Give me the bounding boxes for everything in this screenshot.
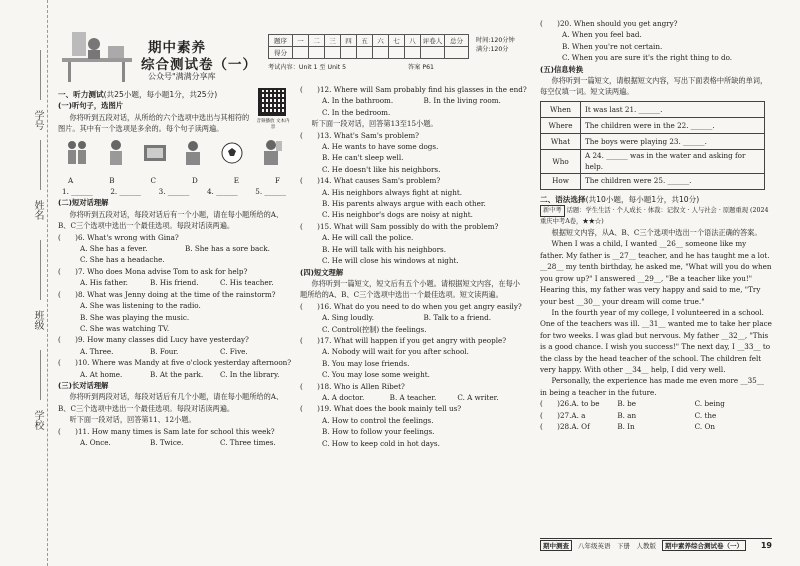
column-1: 一、听力测试(共25小题，每小题1分，共25分) (一)听句子，选图片 你将听到五段对话，从所给的六个选项中选出与其相符的图片。其中有一个选项是多余的。每个句子读两遍。 A B C D E F 1. ______ 2. ______ 3. ______ 4. ______ 5. ______ (二)短对话理解 你将听到五段对话，每段对话后有一个小题，请在每小题所给的A、B、C三个选项中选出一个最佳选项。每段对话读两遍。 ( )6. What's wrong with Gina? A. She has a fever. B. She has a sore back. C. She has a headache. ( )7. Who does Mona advise Tom to ask for help? A. His father. B. His friend. C. His teacher. ( )8. What was Jenny doing at the time of the rainstorm? A. She was listening to the radio. B. She was playing the music. C. She was watching TV. ( )9. How many classes did Lucy have yesterday? A. Three. B. Four. C. Five. ( )10. Where was Mandy at five o'clock yesterday afternoon? A. At home. B. At the park. C. In the library. (三)长对话理解 你将听到两段对话，每段对话后有几个小题，请在每小题所给的A、B、C三个选项中选出一个最佳选项。每段对话读两遍。 听下面一段对话，回答第11、12小题。 ( )11. How many times is Sam late for school this week? A. Once. B. Twice. C. Three times. (58, 90, 292, 447)
question-7[interactable]: ( )7. Who does Mona advise Tom to ask for help? (58, 266, 248, 276)
info-table-row: What The boys were playing 23. ______. (541, 133, 765, 149)
question-19[interactable]: ( )19. What does the book mainly tell us? (300, 404, 462, 414)
page-number: 19 (760, 541, 772, 550)
question-10[interactable]: ( )10. Where was Mandy at five o'clock yesterday afternoon? (58, 358, 292, 368)
part1-title: 一、听力测试(共25小题，每小题1分，共25分) (58, 90, 218, 99)
picture-labels: A B C D E F (68, 175, 280, 185)
section-c-title: (三)长对话理解 (58, 380, 109, 390)
passage-tags: 新中考 话题：学生生活 · 个人成长 · 体裁：记叙文 · 人与社会 · 原题重现 (2024 重庆中考A卷，★★☆) (540, 207, 769, 226)
question-20[interactable]: ( )20. When should you get angry? (540, 19, 678, 28)
score-header-cell: 三 (325, 35, 341, 47)
section-a-title: (一)听句子，选图片 (58, 101, 124, 111)
exam-scope: 考试内容：Unit 1 至 Unit 5 答案 P61 (268, 64, 434, 71)
score-cell[interactable] (421, 47, 445, 59)
score-cell[interactable] (357, 47, 373, 59)
section-b-instructions: 你将听到五段对话，每段对话后有一个小题，请在每小题所给的A、B、C三个选项中选出一个最佳选项。每段对话读两遍。 (58, 209, 284, 231)
desk-illustration-icon (58, 30, 138, 85)
score-cell[interactable] (405, 47, 421, 59)
question-13[interactable]: ( )13. What's Sam's problem? (300, 130, 419, 140)
score-table: 题序 一 二 三 四 五 六 七 八 评卷人 总分 得分 (268, 34, 469, 59)
subtitle: 公众号"满满分享库 (148, 72, 216, 81)
exam-time: 时间:120分钟 满分:120分 (476, 37, 515, 53)
tv-picture-icon (142, 137, 168, 169)
child-picture-icon (103, 137, 129, 169)
section-e-instructions: 你将听到一篇短文，请根据短文内容，写出下面表格中所缺的单词，每空仅填一词。短文读两遍。 (540, 76, 768, 97)
exam-header (58, 30, 518, 85)
answer-page: 答案 P61 (408, 64, 434, 71)
answer-blanks-1-5[interactable]: 1. ______ 2. ______ 3. ______ 4. ______ 5. ______ (62, 187, 286, 197)
students-picture-icon (64, 137, 90, 169)
score-header-cell: 五 (357, 35, 373, 47)
score-header-cell: 六 (373, 35, 389, 47)
part2-instructions: 根据短文内容，从A、B、C三个选项中选出一个语法正确的答案。 (551, 228, 762, 238)
info-table-row: Where The children were in the 22. ______. (541, 117, 765, 133)
score-cell[interactable] (341, 47, 357, 59)
info-table-row: Who A 24. ______ was in the water and asking for help. (541, 149, 765, 173)
score-header-cell: 一 (293, 35, 309, 47)
name-label: 姓名 (32, 200, 43, 220)
score-header-cell: 八 (405, 35, 421, 47)
part2-title: 二、语法选择(共10小题，每小题1分，共10分) (540, 194, 700, 204)
section-d-title: (四)短文理解 (300, 267, 344, 277)
question-15[interactable]: ( )15. What will Sam possibly do with the problem? (300, 221, 499, 231)
question-18[interactable]: ( )18. Who is Allen Ribet? (300, 381, 405, 391)
picture-options (58, 135, 290, 175)
score-cell[interactable] (309, 47, 325, 59)
score-header-cell: 题序 (269, 35, 293, 47)
question-16[interactable]: ( )16. What do you need to do when you get angry easily? (300, 301, 522, 311)
section-a-instructions: 你将听到五段对话，从所给的六个选项中选出与其相符的图片。其中有一个选项是多余的。每个句子读两遍。 (58, 112, 250, 134)
score-header-cell: 评卷人 (421, 35, 445, 47)
question-26[interactable]: ( )26.A. to be B. be C. being (540, 399, 725, 409)
school-label: 学校 (32, 410, 43, 430)
teacher-picture-icon (258, 137, 284, 169)
sick-person-picture-icon (180, 137, 206, 169)
score-cell[interactable] (325, 47, 341, 59)
section-e-title: (五)信息转换 (540, 64, 584, 74)
class-label: 班级 (32, 310, 43, 330)
question-6[interactable]: ( )6. What's wrong with Gina? (58, 232, 179, 242)
title-line1: 期中素养 (148, 40, 206, 56)
score-header-cell: 二 (309, 35, 325, 47)
score-header-cell: 总分 (445, 35, 469, 47)
student-id-label: 学号 (32, 110, 43, 130)
score-cell[interactable] (373, 47, 389, 59)
question-28[interactable]: ( )28.A. Of B. In C. On (540, 421, 715, 431)
info-table-row: How The children were 25. ______. (541, 173, 765, 189)
question-8[interactable]: ( )8. What was Jenny doing at the time of the rainstorm? (58, 289, 276, 299)
score-header-cell: 四 (341, 35, 357, 47)
title-banner (58, 30, 263, 85)
question-12[interactable]: ( )12. Where will Sam probably find his glasses in the end? (300, 85, 527, 94)
score-header-cell: 七 (389, 35, 405, 47)
info-table-row: When It was last 21. ______. (541, 101, 765, 117)
exam-page: 学号 姓名 班级 学校 期中素养 综合测试卷（一） 公众号"满满分享库 题序 一 二 三 四 五 六 七 八 评卷人 总分 得分 时间:120分钟 满分:120分 考试内容：Unit 1 至 Unit 5 答案 P61 一、听力测试(共25小题，每小题1分，共25分) (一)听句子，选图片 你将听到五段对话，从所给的六个选项中选出与其相符的图片。其中有一个选项是多余的。每个句子读两遍。 A B C D E F 1. ______ 2. ______ 3. ______ 4. ______ 5. ______ (二)短对话理解 你将听到五段对话，每段对话后有一个小题，请在每小题所给的A、B、C三个选项中选出一个最佳选项。每段对话读两遍。 ( )6. What's wrong with Gina? A. She has a fever. B. She has a sore back. C. She has a headache. ( )7. Who does Mona advise Tom to ask for help? A. His father. B. His friend. C. His teacher. ( )8. What was Jenny doing at the time of the rainstorm? A. She was listening to the radio. B. She was playing the music. C. She was watching TV. ( )9. How many classes did Lucy have yesterday? A. Three. B. Four. C. Five. ( )10. Where was Mandy at five o'clock yesterday afternoon? A. At home. B. At the park. C. In the library. (三)长对话理解 你将听到两段对话，每段对话后有几个小题，请在每小题所给的A、B、C三个选项中选出一个最佳选项。每段对话读两遍。 听下面一段对话，回答第11、12小题。 ( )11. How many times is Sam late for school this week? A. Once. B. Twice. C. Three times. 音频播放 文本内容 ( )12. Where will Sam probably find his glasses in the end? A. In the bathroom. B. In the living room. C. In the bedroom. 听下面一段对话，回答第13至15小题。 ( )13. What's Sam's problem? A. He wants to have some dogs. B. He can't sleep well. C. He doesn't like his neighbors. ( )14. What causes Sam's problem? A. His neighbors always fight at night. B. His parents always argue with each other. C. His neighbor's dogs are noisy at night. ( )15. What will Sam possibly do with the problem? A. He will call the police. B. He will talk with his neighbors. C. He will close his windows at night. (四)短文理解 你将听到一篇短文，短文后有五个小题。请根据短文内容，在每小题所给的A、B、C三个选项中选出一个最佳选项。短文读两遍。 ( )16. What do you need to do when you get angry easily? A. Sing loudly. B. Talk to a friend. C. Control(控制) the feelings. ( )17. What will happen if you get angry with people? A. Nobody will wait for you after school. B. You may lose friends. C. You may lose some weight. ( )18. Who is Allen Ribet? A. A doctor. B. A teacher. C. A writer. ( )19. What does the book mainly tell us? A. How to control the feelings. B. How to follow your feelings. C. How to keep cold in hot days. ( )20. When should you get angry? A. When you feel bad. B. When you're not certain. C. When you are sure it's the right thing to do. (五)信息转换 你将听到一篇短文，请根据短文内容，写出下面表格中所缺的单词，每空仅填一词。短文读两遍。 When It was last 21. ______. Where The children were in the 22. ______. What The boys were playing 23. ______. Who A 24. ______ was in the water and asking for help. How The children were 25. ______. 二、语法选择(共10小题，每小题1分，共10分) 新中考 话题：学生生活 · 个人成长 · 体裁：记叙文 · 人与社会 · 原题重现 (2024 重庆中考A卷，★★☆) 根据短文内容，从A、B、C三个选项中选出一个语法正确的答案。 When I was a child, I wanted __26__ someone like my father. My father is __27__ teacher, and he has taught me a lot. __28__ my tenth birthday, he asked me, "What will you do when you grow up?" I answered __29__, "Be a teacher like you!" Hearing this, my father was very happy and said to me, "Try your best __30__ your dream will come true." In the fourth year of my college, I volunteered in a school. One of the teachers was ill. __31__ wanted me to take her place for two weeks. I was glad but nervous. My father __32__, "This is a good chance. I wish you success!" The next day, I __33__ to the class by the head teacher of the school. The children felt very happy. With other __34__ help, I did very well. Personally, the experience has made me even more __35__ in being a teacher in the future. ( )26.A. to be B. be C. being ( )27.A. a B. an C. the ( )28.A. Of B. In C. On 期中测查 八年级英语 下册 人教版 期中素养综合测试卷（一） 19 (0, 0, 800, 566)
soccer-ball-picture-icon (219, 137, 245, 169)
title-line2: 综合测试卷（一） (141, 57, 257, 73)
grammar-passage: When I was a child, I wanted __26__ someone like my father. My father is __27__ teacher, and he has taught me a lot. __28__ my tenth birthday, he asked me, "What will you do when you grow up?" I answered __29__, "Be a teacher like you!" Hearing this, my father was very happy and said to me, "Try your best __30__ your dream will come true." In the fourth year of my college, I volunteered in a school. One of the teachers was ill. __31__ wanted me to take her place for two weeks. I was glad but nervous. My father __32__, "This is a good chance. I wish you success!" The next day, I __33__ to the class by the head teacher of the school. The children felt very happy. With other __34__ help, I did very well. Personally, the experience has made me even more __35__ in being a teacher in the future. (540, 239, 772, 397)
score-cell[interactable] (389, 47, 405, 59)
section-c-instructions: 你将听到两段对话，每段对话后有几个小题，请在每小题所给的A、B、C三个选项中选出一个最佳选项。每段对话读两遍。 (58, 392, 284, 413)
question-14[interactable]: ( )14. What causes Sam's problem? (300, 176, 441, 186)
question-11[interactable]: ( )11. How many times is Sam late for school this week? (58, 426, 275, 436)
question-17[interactable]: ( )17. What will happen if you get angry with people? (300, 335, 507, 345)
question-9[interactable]: ( )9. How many classes did Lucy have yesterday? (58, 335, 249, 345)
section-d-instructions: 你将听到一篇短文，短文后有五个小题。请根据短文内容，在每小题所给的A、B、C三个选项中选出一个最佳选项。短文读两遍。 (300, 278, 520, 300)
qr-code[interactable] (258, 88, 286, 116)
section-b-title: (二)短对话理解 (58, 198, 109, 208)
column-2: ( )12. Where will Sam probably find his glasses in the end? A. In the bathroom. B. In the living room. C. In the bedroom. 听下面一段对话，回答第13至15小题。 ( )13. What's Sam's problem? A. He wants to have some dogs. B. He can't sleep well. C. He doesn't like his neighbors. ( )14. What causes Sam's problem? A. His neighbors always fight at night. B. His parents always argue with each other. C. His neighbor's dogs are noisy at night. ( )15. What will Sam possibly do with the problem? A. He will call the police. B. He will talk with his neighbors. C. He will close his windows at night. (四)短文理解 你将听到一篇短文，短文后有五个小题。请根据短文内容，在每小题所给的A、B、C三个选项中选出一个最佳选项。短文读两遍。 ( )16. What do you need to do when you get angry easily? A. Sing loudly. B. Talk to a friend. C. Control(控制) the feelings. ( )17. What will happen if you get angry with people? A. Nobody will wait for you after school. B. You may lose friends. C. You may lose some weight. ( )18. Who is Allen Ribet? A. A doctor. B. A teacher. C. A writer. ( )19. What does the book mainly tell us? A. How to control the feelings. B. How to follow your feelings. C. How to keep cold in hot days. (300, 85, 527, 448)
column-3: ( )20. When should you get angry? A. When you feel bad. B. When you're not certain. C. When you are sure it's the right thing to do. (五)信息转换 你将听到一篇短文，请根据短文内容，写出下面表格中所缺的单词，每空仅填一词。短文读两遍。 When It was last 21. ______. Where The children were in the 22. ______. What The boys were playing 23. ______. Who A 24. ______ was in the water and asking for help. How The children were 25. ______. 二、语法选择(共10小题，每小题1分，共10分) 新中考 话题：学生生活 · 个人成长 · 体裁：记叙文 · 人与社会 · 原题重现 (2024 重庆中考A卷，★★☆) 根据短文内容，从A、B、C三个选项中选出一个语法正确的答案。 When I was a child, I wanted __26__ someone like my father. My father is __27__ teacher, and he has taught me a lot. __28__ my tenth birthday, he asked me, "What will you do when you grow up?" I answered __29__, "Be a teacher like you!" Hearing this, my father was very happy and said to me, "Try your best __30__ your dream will come true." In the fourth year of my college, I volunteered in a school. One of the teachers was ill. __31__ wanted me to take her place for two weeks. I was glad but nervous. My father __32__, "This is a good chance. I wish you success!" The next day, I __33__ to the class by the head teacher of the school. The children felt very happy. With other __34__ help, I did very well. Personally, the experience has made me even more __35__ in being a teacher in the future. ( )26.A. to be B. be C. being ( )27.A. a B. an C. the ( )28.A. Of B. In C. On (540, 19, 772, 431)
page-footer: 期中测查 八年级英语 下册 人教版 期中素养综合测试卷（一） 19 (540, 538, 772, 550)
score-cell[interactable] (293, 47, 309, 59)
question-27[interactable]: ( )27.A. a B. an C. the (540, 410, 717, 420)
binding-margin (0, 0, 48, 566)
info-table (540, 101, 765, 190)
score-cell[interactable] (445, 47, 469, 59)
